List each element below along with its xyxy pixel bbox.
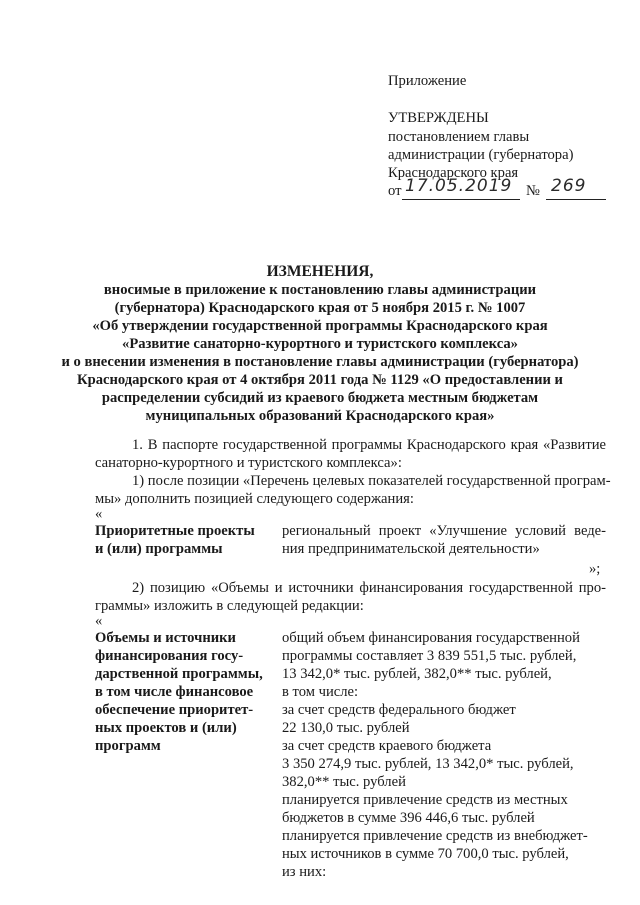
appendix-label: Приложение	[388, 73, 467, 89]
paragraph-3-line: 2) позицию «Объемы и источники финансирования государственной про-	[132, 580, 606, 596]
table2-right-line: 382,0** тыс. рублей	[282, 774, 406, 790]
approval-line: постановлением главы	[388, 129, 530, 145]
paragraph-1-line: санаторно-курортного и туристского комплекса»:	[95, 455, 402, 471]
paragraph-3-line: граммы» изложить в следующей редакции:	[95, 598, 364, 614]
table1-right-line: ния предпринимательской деятельности»	[282, 541, 540, 557]
table2-left-line: программ	[95, 738, 161, 754]
table2-right-line: 22 130,0 тыс. рублей	[282, 720, 410, 736]
title-line: «Развитие санаторно-курортного и туристского комплекса»	[122, 336, 518, 352]
approval-line: администрации (губернатора)	[388, 147, 574, 163]
table2-right-line: за счет средств федерального бюджет	[282, 702, 516, 718]
table1-left-line: Приоритетные проекты	[95, 523, 255, 539]
table2-left-line: ных проектов и (или)	[95, 720, 237, 736]
table2-right-line: в том числе:	[282, 684, 359, 700]
table1-right-line: региональный проект «Улучшение условий веде-	[282, 523, 606, 539]
table2-left-line: Объемы и источники	[95, 630, 236, 646]
table2-right-line: 13 342,0* тыс. рублей, 382,0** тыс. рублей,	[282, 666, 552, 682]
title-line: и о внесении изменения в постановление главы администрации (губернатора)	[61, 354, 579, 370]
title-line: Краснодарского края от 4 октября 2011 года № 1129 «О предоставлении и	[77, 372, 563, 388]
document-heading: ИЗМЕНЕНИЯ,	[266, 263, 374, 280]
table2-right-line: 3 350 274,9 тыс. рублей, 13 342,0* тыс. рублей,	[282, 756, 574, 772]
table2-right-line: из них:	[282, 864, 327, 880]
table2-left-line: обеспечение приоритет-	[95, 702, 254, 718]
approval-line: Краснодарского края	[388, 165, 519, 181]
table2-right-line: программы составляет 3 839 551,5 тыс. рублей,	[282, 648, 577, 664]
approved-label: УТВЕРЖДЕНЫ	[388, 110, 489, 126]
table2-left-line: финансирования госу-	[95, 648, 244, 664]
number-underline	[546, 199, 606, 200]
title-line: распределении субсидий из краевого бюджета местным бюджетам	[101, 390, 539, 406]
paragraph-1-line: 1. В паспорте государственной программы Краснодарского края «Развитие	[132, 437, 606, 453]
table2-right-line: за счет средств краевого бюджета	[282, 738, 492, 754]
decree-date: 17.05.2019	[405, 176, 513, 196]
table2-right-line: бюджетов в сумме 396 446,6 тыс. рублей	[282, 810, 535, 826]
paragraph-2-line: 1) после позиции «Перечень целевых показателей государственной програм-	[132, 473, 611, 489]
date-underline	[402, 199, 520, 200]
from-label: от	[388, 183, 402, 199]
close-quote: »;	[589, 561, 601, 577]
table2-right-line: общий объем финансирования государственной	[282, 630, 580, 646]
open-quote: «	[95, 613, 103, 629]
table2-right-line: ных источников в сумме 70 700,0 тыс. рублей,	[282, 846, 569, 862]
table2-right-line: планируется привлечение средств из местных	[282, 792, 568, 808]
table2-left-line: в том числе финансовое	[95, 684, 254, 700]
title-line: вносимые в приложение к постановлению главы администрации	[103, 282, 537, 298]
table2-right-line: планируется привлечение средств из внебюджет-	[282, 828, 588, 844]
table1-left-line: и (или) программы	[95, 541, 223, 557]
paragraph-2-line: мы» дополнить позицией следующего содержания:	[95, 491, 414, 507]
title-line: муниципальных образований Краснодарского края»	[145, 408, 495, 424]
open-quote: «	[95, 506, 103, 522]
decree-number: 269	[551, 176, 587, 196]
title-line: (губернатора) Краснодарского края от 5 ноября 2015 г. № 1007	[114, 300, 526, 316]
title-line: «Об утверждении государственной программы Краснодарского края	[92, 318, 548, 334]
table2-left-line: дарственной программы,	[95, 666, 263, 682]
number-label: №	[526, 183, 540, 199]
